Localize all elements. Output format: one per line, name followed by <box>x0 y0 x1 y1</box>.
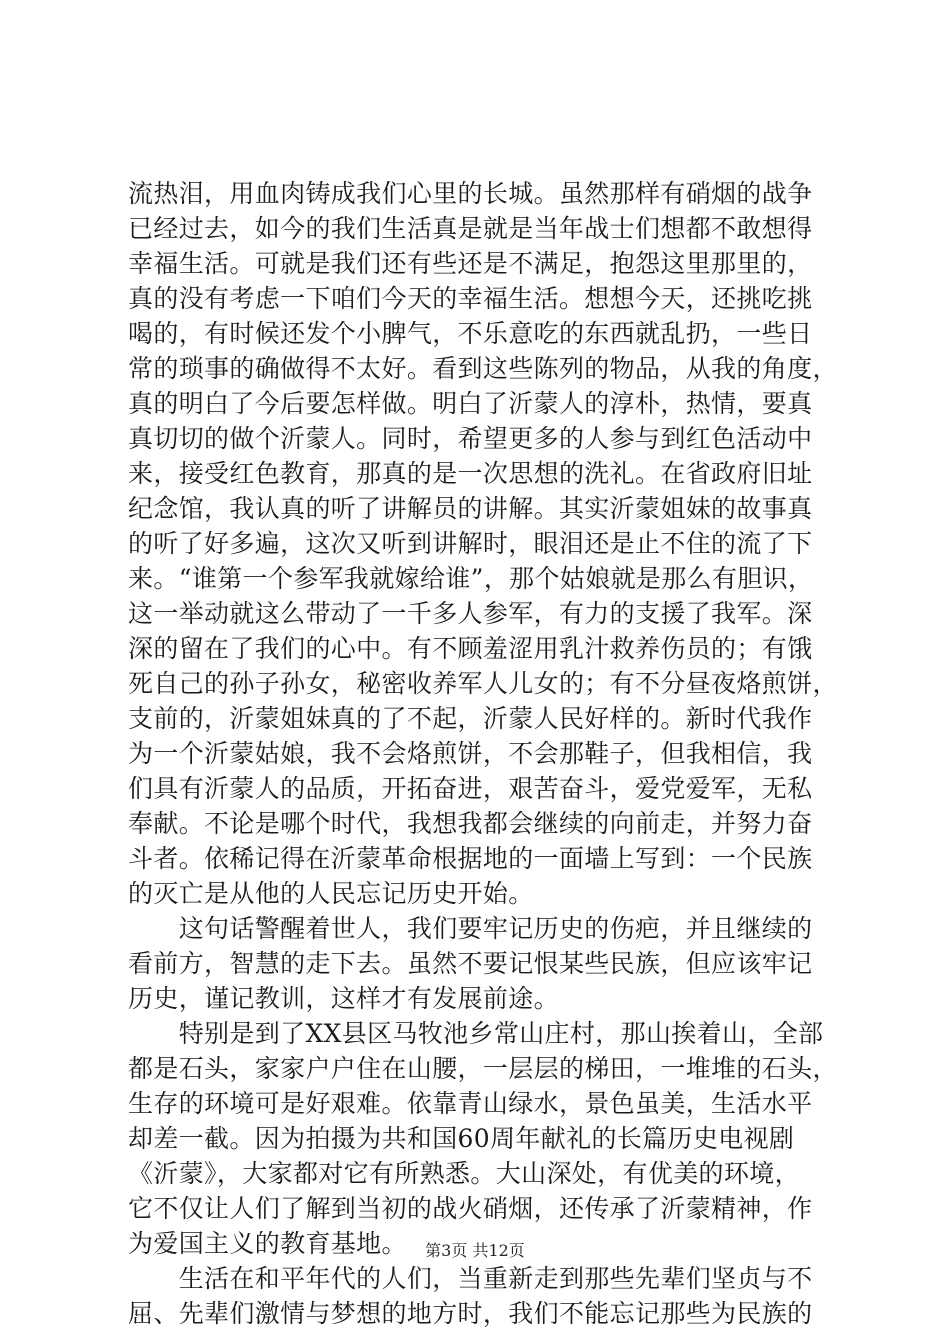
text-line: 真切切的做个沂蒙人。同时，希望更多的人参与到红色活动中 <box>128 424 813 453</box>
text-line: 为一个沂蒙姑娘，我不会烙煎饼，不会那鞋子，但我相信，我 <box>128 739 813 768</box>
text-line: 都是石头，家家户户住在山腰，一层层的梯田，一堆堆的石头， <box>128 1054 838 1083</box>
text-line: 纪念馆，我认真的听了讲解员的讲解。其实沂蒙姐妹的故事真 <box>128 494 813 523</box>
text-line: 真的明白了今后要怎样做。明白了沂蒙人的淳朴，热情，要真 <box>128 389 813 418</box>
text-line: 已经过去，如今的我们生活真是就是当年战士们想都不敢想得 <box>128 214 813 243</box>
text-line: 生存的环境可是好艰难。依靠青山绿水，景色虽美，生活水平 <box>128 1089 813 1118</box>
text-line: 《沂蒙》，大家都对它有所熟悉。大山深处，有优美的环境， <box>128 1159 800 1188</box>
text-line: 斗者。依稀记得在沂蒙革命根据地的一面墙上写到：一个民族 <box>128 844 813 873</box>
page-number-footer: 第3页 共12页 <box>425 1241 525 1260</box>
text-line: 们具有沂蒙人的品质，开拓奋进，艰苦奋斗，爱党爱军，无私 <box>128 774 813 803</box>
text-line: 深的留在了我们的心中。有不顾羞涩用乳汁救养伤员的；有饿 <box>128 634 813 663</box>
text-line: 来，接受红色教育，那真的是一次思想的洗礼。在省政府旧址 <box>128 459 813 488</box>
text-line: 死自己的孙子孙女，秘密收养军人儿女的；有不分昼夜烙煎饼， <box>128 669 838 698</box>
text-line: 喝的，有时候还发个小脾气，不乐意吃的东西就乱扔，一些日 <box>128 319 813 348</box>
text-line: 的灭亡是从他的人民忘记历史开始。 <box>128 879 534 908</box>
text-line: 生活在和平年代的人们，当重新走到那些先辈们坚贞与不 <box>128 1264 813 1293</box>
text-line: 屈、先辈们激情与梦想的地方时，我们不能忘记那些为民族的 <box>128 1299 813 1328</box>
text-line: 来。“谁第一个参军我就嫁给谁”，那个姑娘就是那么有胆识， <box>128 564 814 593</box>
document-body <box>128 176 838 1331</box>
text-line: 却差一截。因为拍摄为共和国60周年献礼的长篇历史电视剧 <box>128 1124 795 1153</box>
text-line: 历史，谨记教训，这样才有发展前途。 <box>128 984 559 1013</box>
text-line: 奉献。不论是哪个时代，我想我都会继续的向前走，并努力奋 <box>128 809 813 838</box>
text-line: 流热泪，用血肉铸成我们心里的长城。虽然那样有硝烟的战争 <box>128 179 813 208</box>
text-line: 支前的，沂蒙姐妹真的了不起，沂蒙人民好样的。新时代我作 <box>128 704 813 733</box>
text-line: 的听了好多遍，这次又听到讲解时，眼泪还是止不住的流了下 <box>128 529 813 558</box>
text-line: 这句话警醒着世人，我们要牢记历史的伤疤，并且继续的 <box>128 914 813 943</box>
text-line: 它不仅让人们了解到当初的战火硝烟，还传承了沂蒙精神，作 <box>128 1194 813 1223</box>
text-line: 幸福生活。可就是我们还有些还是不满足，抱怨这里那里的， <box>128 249 813 278</box>
text-line: 常的琐事的确做得不太好。看到这些陈列的物品，从我的角度， <box>128 354 838 383</box>
text-line: 看前方，智慧的走下去。虽然不要记恨某些民族，但应该牢记 <box>128 949 813 978</box>
text-line: 真的没有考虑一下咱们今天的幸福生活。想想今天，还挑吃挑 <box>128 284 813 313</box>
text-line: 这一举动就这么带动了一千多人参军，有力的支援了我军。深 <box>128 599 813 628</box>
text-line: 为爱国主义的教育基地。 <box>128 1229 407 1258</box>
text-line: 特别是到了XX县区马牧池乡常山庄村，那山挨着山，全部 <box>128 1019 824 1048</box>
